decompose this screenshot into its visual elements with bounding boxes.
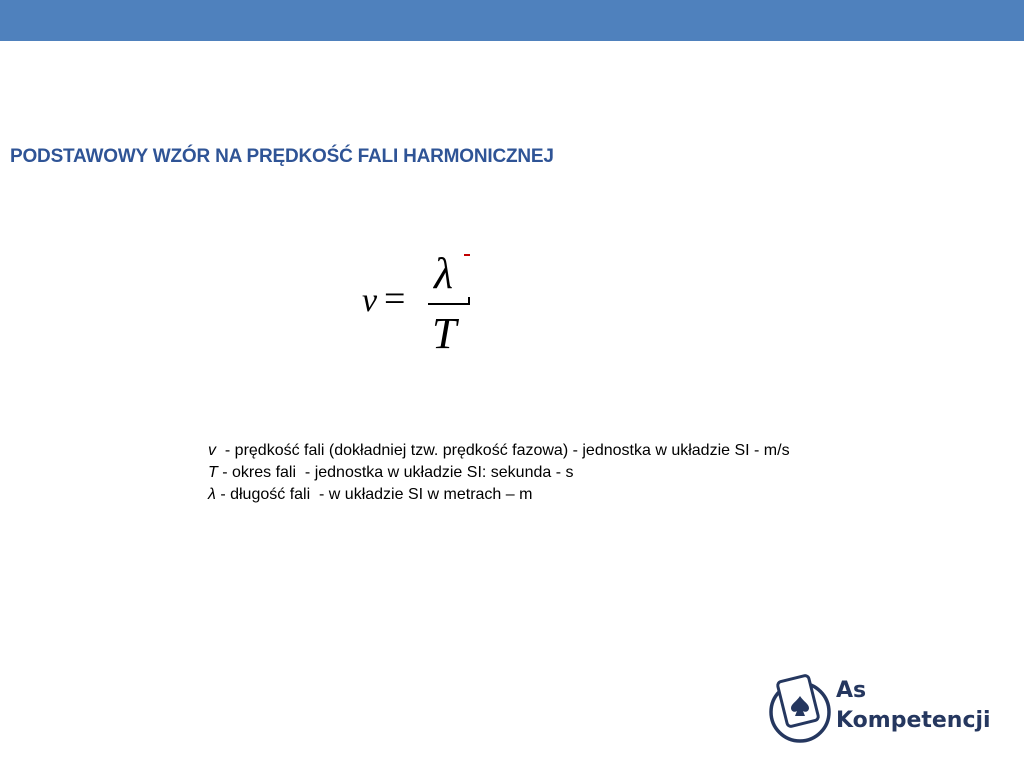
slide-title: PODSTAWOWY WZÓR NA PRĘDKOŚĆ FALI HARMONICZNEJ xyxy=(10,146,554,167)
as-kompetencji-logo xyxy=(768,670,1008,746)
formula-equals-sign: = xyxy=(384,278,406,320)
legend-symbol: T xyxy=(208,464,218,481)
symbol-legend xyxy=(208,440,790,506)
formula-period-symbol: T xyxy=(432,309,457,358)
formula-fraction-bar xyxy=(428,303,470,305)
formula-velocity-symbol: v xyxy=(362,282,378,319)
spade-card-icon xyxy=(768,670,834,746)
legend-symbol: λ xyxy=(208,486,216,503)
legend-description: - okres fali - jednostka w układzie SI: sekunda - s xyxy=(217,464,574,481)
formula-fraction-bar-tick xyxy=(468,297,470,305)
legend-line-wavelength xyxy=(208,484,790,506)
legend-description: - prędkość fali (dokładniej tzw. prędkość fazowa) - jednostka w układzie SI - m/s xyxy=(216,442,790,459)
velocity-formula xyxy=(362,250,482,360)
logo-text-line2: Kompetencji xyxy=(836,708,991,733)
top-bar xyxy=(0,0,1024,41)
legend-line-period xyxy=(208,462,790,484)
formula-red-mark xyxy=(464,254,470,256)
legend-line-velocity xyxy=(208,440,790,462)
logo-text-line1: As xyxy=(836,678,867,703)
formula-wavelength-symbol: λ xyxy=(434,249,454,298)
legend-description: - długość fali - w układzie SI w metrach – m xyxy=(215,486,533,503)
legend-symbol: v xyxy=(208,442,216,459)
